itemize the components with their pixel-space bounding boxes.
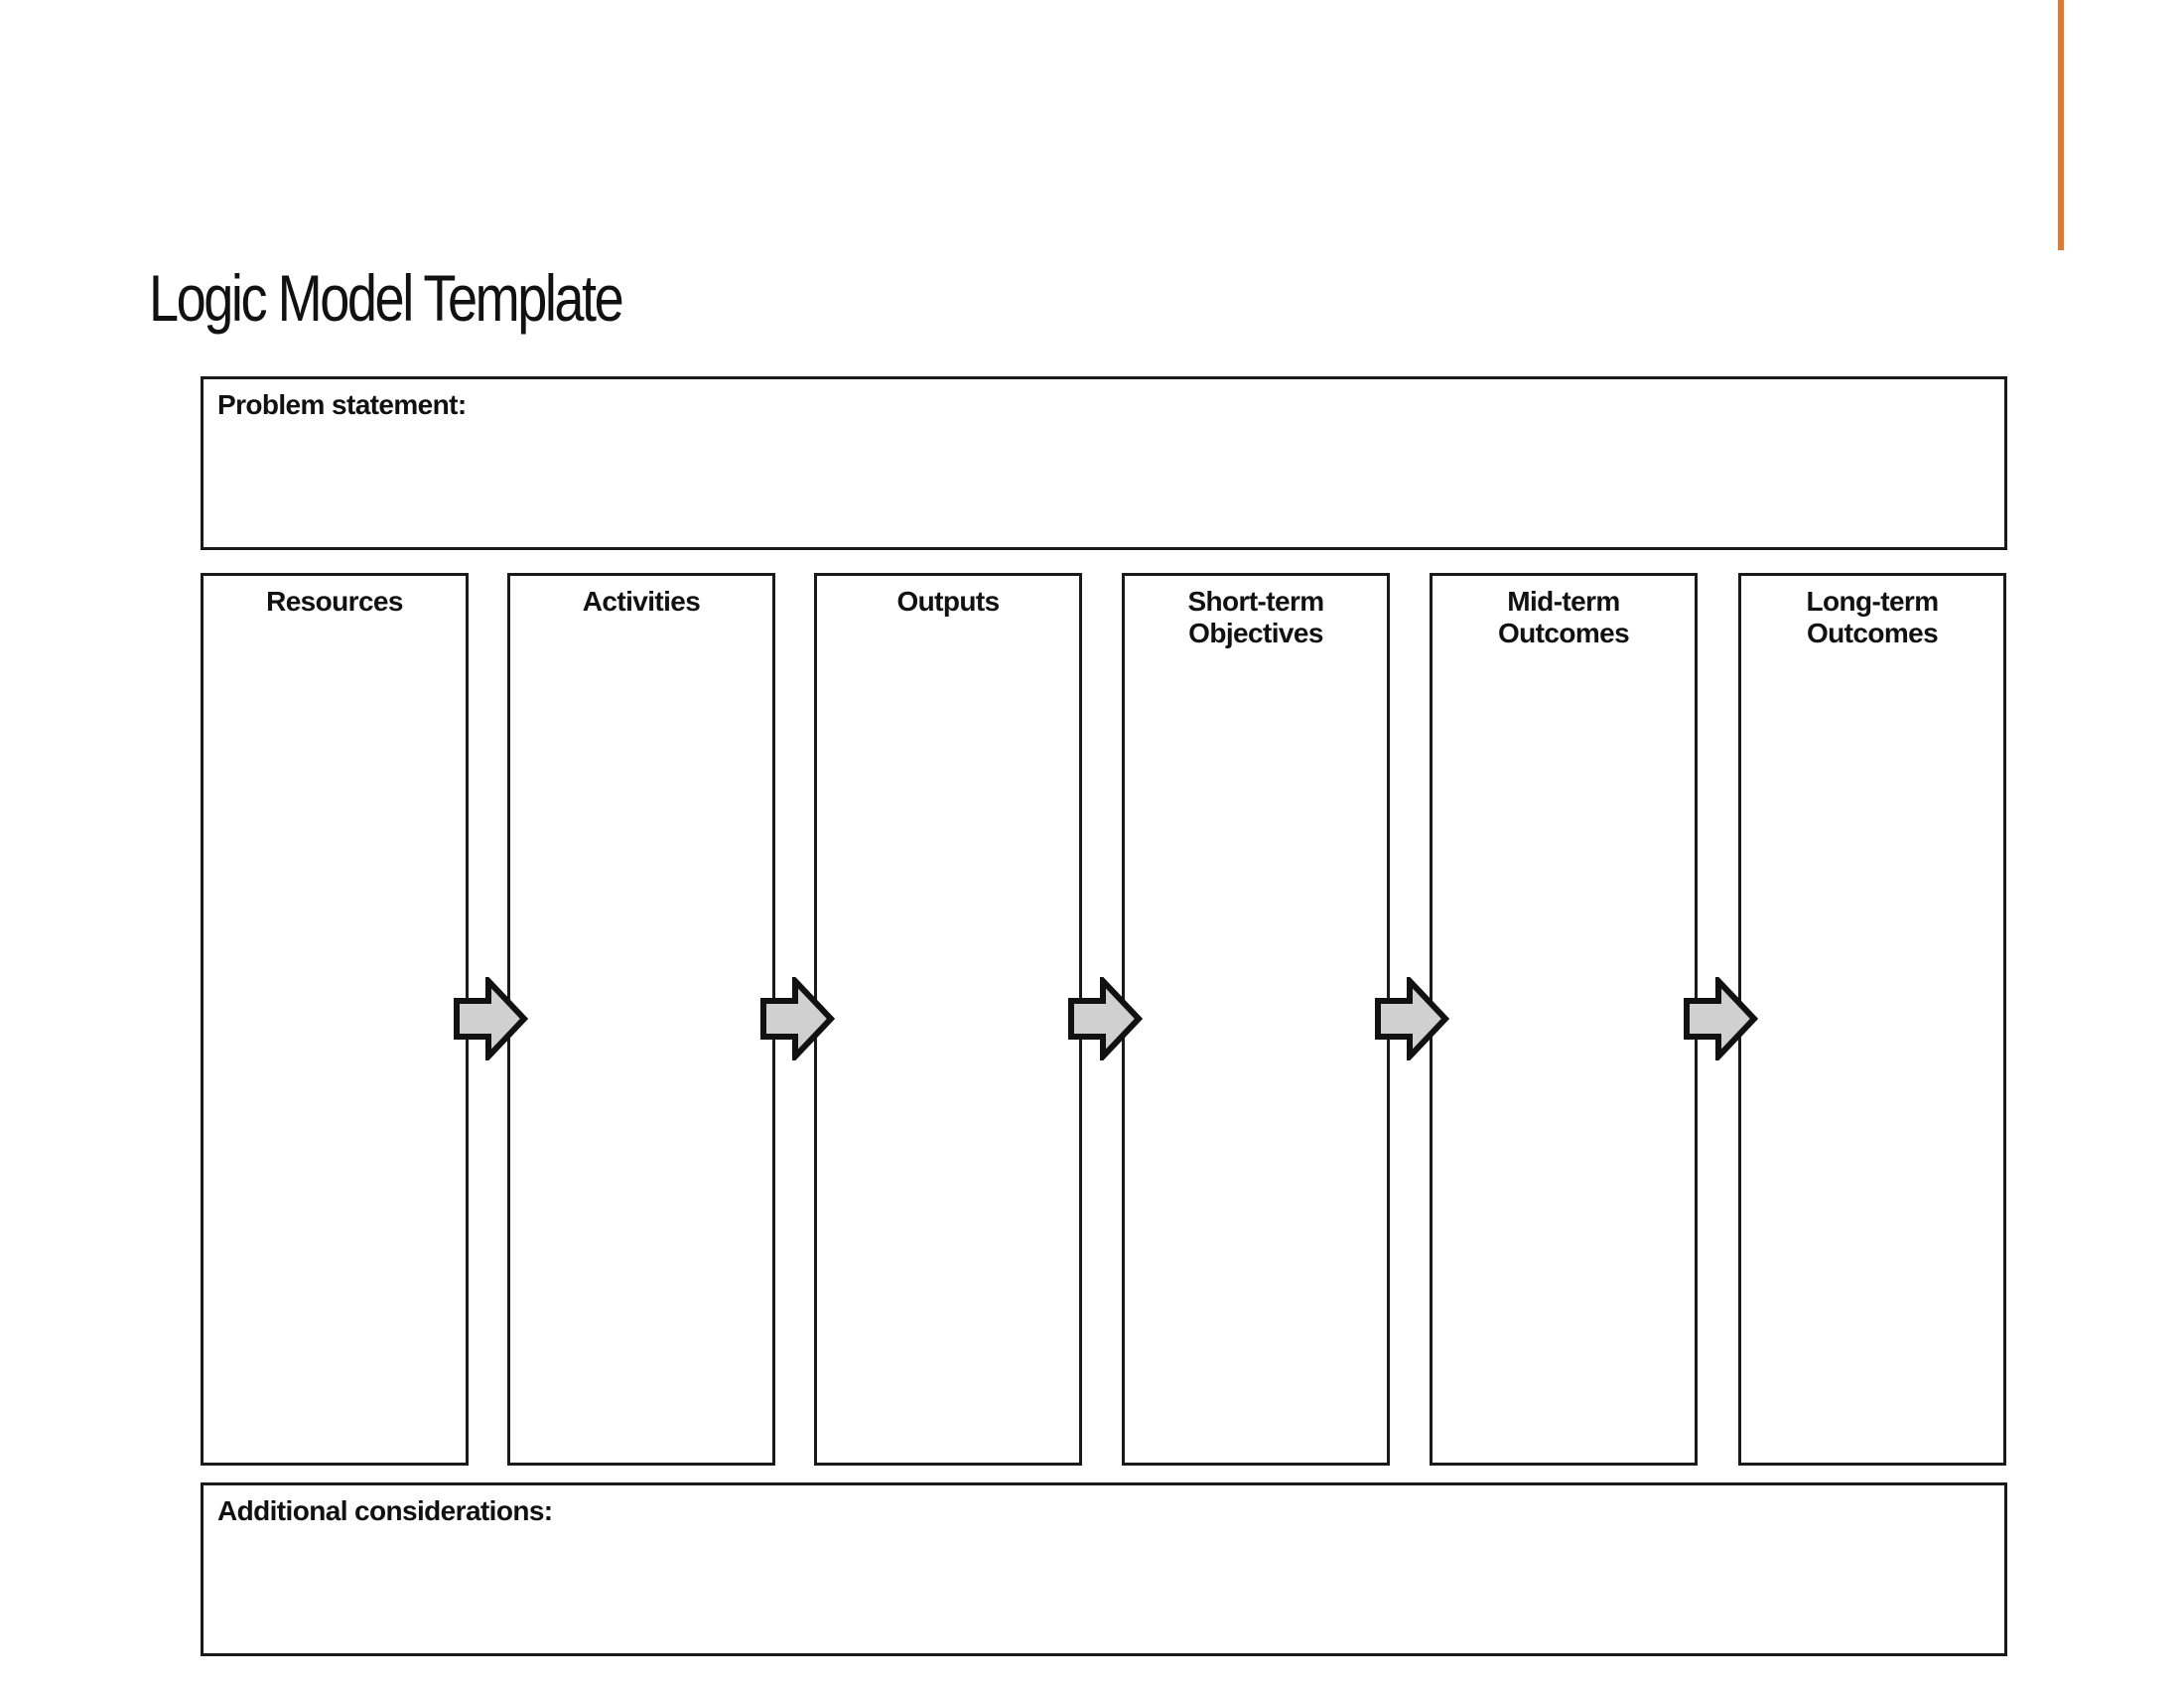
column-heading xyxy=(1433,586,1695,649)
column-heading-line: Long-term xyxy=(1806,586,1939,617)
column-heading-line: Short-term xyxy=(1187,586,1324,617)
right-arrow-icon xyxy=(1067,977,1143,1060)
right-arrow-icon xyxy=(759,977,835,1060)
right-arrow-icon xyxy=(1374,977,1449,1060)
column-heading xyxy=(510,586,772,618)
problem-statement-label: Problem statement: xyxy=(217,389,467,420)
column-heading-line: Outputs xyxy=(896,586,1000,617)
column-heading xyxy=(817,586,1079,618)
column-heading-line: Resources xyxy=(266,586,403,617)
column-activities[interactable] xyxy=(507,573,775,1466)
column-resources[interactable] xyxy=(201,573,469,1466)
problem-statement-box[interactable] xyxy=(201,376,2007,550)
column-heading-line: Outcomes xyxy=(1497,618,1630,648)
column-heading-line: Activities xyxy=(582,586,701,617)
column-heading xyxy=(1741,586,2003,649)
column-short-term-objectives[interactable] xyxy=(1122,573,1390,1466)
page-title: Logic Model Template xyxy=(149,261,622,335)
additional-considerations-box[interactable] xyxy=(201,1482,2007,1656)
column-heading xyxy=(204,586,466,618)
right-arrow-icon xyxy=(1683,977,1758,1060)
additional-considerations-label: Additional considerations: xyxy=(217,1495,553,1526)
column-outputs[interactable] xyxy=(814,573,1082,1466)
column-heading-line: Outcomes xyxy=(1806,618,1939,648)
column-heading-line: Objectives xyxy=(1188,618,1323,648)
accent-bar xyxy=(2058,0,2064,250)
column-long-term-outcomes[interactable] xyxy=(1738,573,2006,1466)
column-heading-line: Mid-term xyxy=(1507,586,1620,617)
right-arrow-icon xyxy=(453,977,528,1060)
column-mid-term-outcomes[interactable] xyxy=(1430,573,1698,1466)
column-heading xyxy=(1125,586,1387,649)
